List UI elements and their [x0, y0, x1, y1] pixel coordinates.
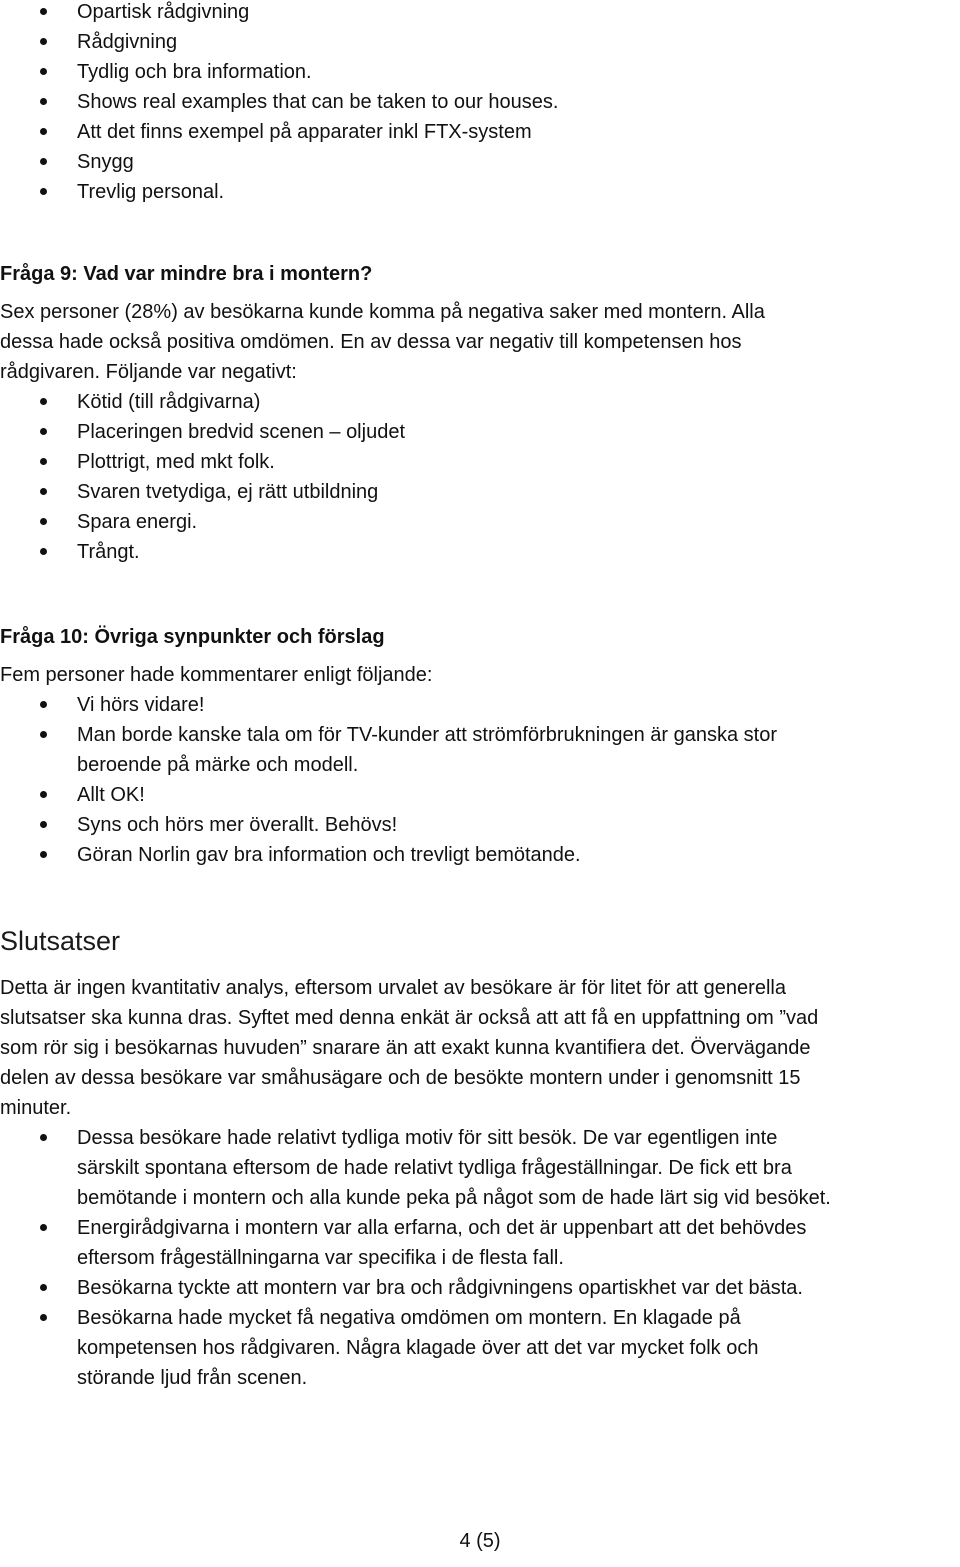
top-list	[0, 0, 960, 207]
list-item: Opartisk rådgivning	[0, 0, 960, 27]
q10-intro: Fem personer hade kommentarer enligt följande:	[0, 664, 433, 686]
list-item: Rådgivning	[0, 27, 960, 57]
line: Dessa besökare hade relativt tydliga motiv för sitt besök. De var egentligen inte	[77, 1127, 778, 1149]
q9-intro-line: rådgivaren. Följande var negativt:	[0, 361, 297, 383]
list-item	[0, 1273, 960, 1303]
line: särskilt spontana eftersom de hade relativt tydliga frågeställningar. De fick ett bra	[77, 1157, 792, 1179]
paragraph-line: delen av dessa besökare var småhusägare och de besökte montern under i genomsnitt 15	[0, 1067, 801, 1089]
conclusions-section	[0, 923, 960, 1393]
paragraph-line: slutsatser ska kunna dras. Syftet med denna enkät är också att att få en uppfattning om ”vad	[0, 1007, 819, 1029]
list-item: Spara energi.	[0, 507, 960, 537]
line: bemötande i montern och alla kunde peka på något som de hade lärt sig vid besöket.	[77, 1187, 831, 1209]
line: eftersom frågeställningarna var specifika i de flesta fall.	[77, 1247, 564, 1269]
line: Besökarna tyckte att montern var bra och rådgivningens opartiskhet var det bästa.	[77, 1277, 803, 1299]
list-item: Plottrigt, med mkt folk.	[0, 447, 960, 477]
list-item: Kötid (till rådgivarna)	[0, 387, 960, 417]
paragraph-line: minuter.	[0, 1097, 72, 1119]
continuation-text: beroende på märke och modell.	[77, 754, 359, 776]
paragraph-line: som rör sig i besökarnas huvuden” snarare än att exakt kunna kvantifiera det. Övervägande	[0, 1037, 811, 1059]
list-item: Allt OK!	[0, 780, 960, 810]
paragraph-line: Detta är ingen kvantitativ analys, eftersom urvalet av besökare är för litet för att generella	[0, 977, 786, 999]
list-item	[0, 1303, 960, 1393]
list-item: Placeringen bredvid scenen – oljudet	[0, 417, 960, 447]
q9-intro-line: dessa hade också positiva omdömen. En av dessa var negativ till kompetensen hos	[0, 331, 742, 353]
list-item	[0, 1213, 960, 1273]
line: störande ljud från scenen.	[77, 1367, 308, 1389]
list-item: Shows real examples that can be taken to our houses.	[0, 87, 960, 117]
line: kompetensen hos rådgivaren. Några klagade över att det var mycket folk och	[77, 1337, 759, 1359]
list-item-continuation	[0, 750, 960, 780]
page-number: 4 (5)	[459, 1530, 501, 1552]
list-item: Vi hörs vidare!	[0, 690, 960, 720]
list-item: Snygg	[0, 147, 960, 177]
line: Besökarna hade mycket få negativa omdömen om montern. En klagade på	[77, 1307, 741, 1329]
q10-section	[0, 622, 960, 870]
conclusions-heading: Slutsatser	[0, 926, 121, 956]
list-item	[0, 1123, 960, 1213]
conclusions-paragraph	[0, 973, 960, 1123]
line: Energirådgivarna i montern var alla erfarna, och det är uppenbart att det behövdes	[77, 1217, 807, 1239]
list-item: Göran Norlin gav bra information och trevligt bemötande.	[0, 840, 960, 870]
list-item: Trevlig personal.	[0, 177, 960, 207]
conclusions-list	[0, 1123, 960, 1393]
list-item: Trångt.	[0, 537, 960, 567]
list-item: Tydlig och bra information.	[0, 57, 960, 87]
list-item: Syns och hörs mer överallt. Behövs!	[0, 810, 960, 840]
list-item: Svaren tvetydiga, ej rätt utbildning	[0, 477, 960, 507]
q10-heading: Fråga 10: Övriga synpunkter och förslag	[0, 626, 385, 648]
q9-intro-line: Sex personer (28%) av besökarna kunde komma på negativa saker med montern. Alla	[0, 301, 765, 323]
top-list-block	[0, 0, 960, 207]
list-item: Att det finns exempel på apparater inkl FTX-system	[0, 117, 960, 147]
q9-list	[0, 387, 960, 567]
q9-heading: Fråga 9: Vad var mindre bra i montern?	[0, 263, 373, 285]
q9-section	[0, 259, 960, 567]
q10-list	[0, 690, 960, 870]
list-item: Man borde kanske tala om för TV-kunder att strömförbrukningen är ganska stor	[0, 720, 960, 750]
